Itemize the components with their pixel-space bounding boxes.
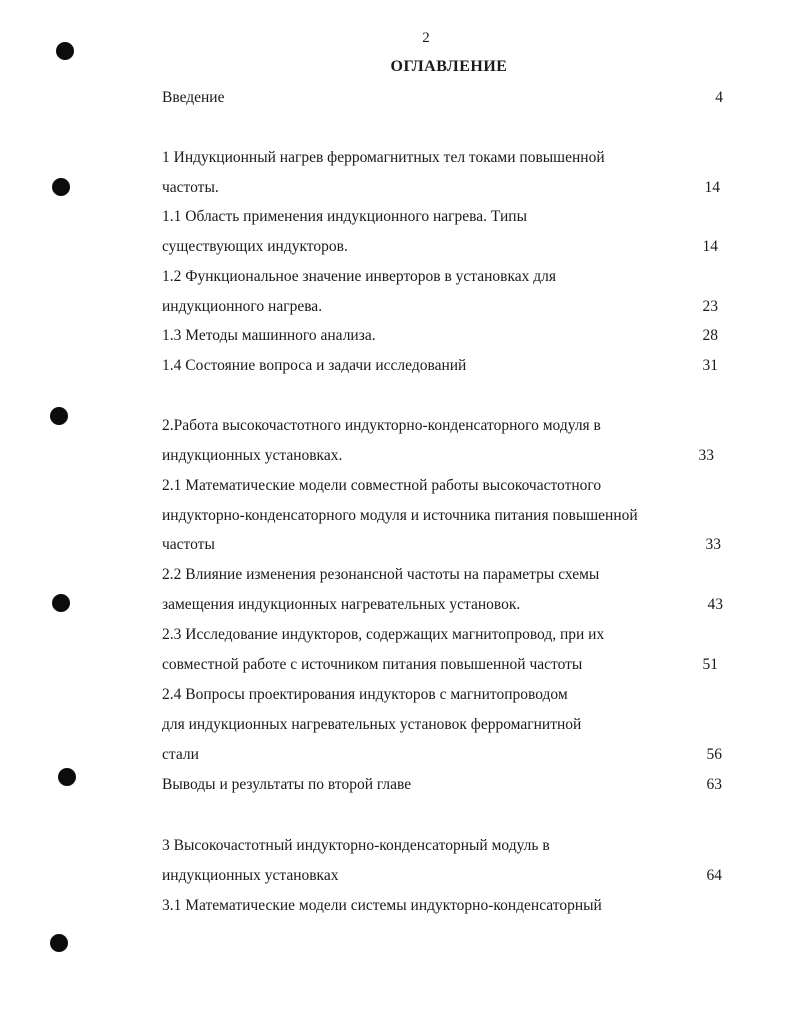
toc-entry-1-4: 1.4 Состояние вопроса и задачи исследований — [162, 357, 467, 374]
toc-page-1-2: 23 — [702, 298, 718, 315]
page-number: 2 — [422, 30, 430, 46]
toc-page-1-4: 31 — [702, 357, 718, 374]
punch-hole-mark — [52, 594, 70, 612]
punch-hole-mark — [52, 178, 70, 196]
toc-entry-2-4: 2.4 Вопросы проектирования индукторов с магнитопроводом — [162, 686, 568, 703]
toc-page-2-4: 56 — [706, 746, 722, 763]
toc-page-2-1: 33 — [705, 536, 721, 553]
toc-entry-1-2: 1.2 Функциональное значение инверторов в установках для — [162, 268, 557, 285]
punch-hole-mark — [50, 407, 68, 425]
toc-entry-ch1: 1 Индукционный нагрев ферромагнитных тел токами повышенной — [162, 149, 605, 166]
toc-entry-ch1: частоты. — [162, 179, 219, 196]
toc-page-ch3: 64 — [706, 867, 722, 884]
toc-page-ch1: 14 — [704, 179, 720, 196]
toc-page-2-3: 51 — [702, 656, 718, 673]
toc-page-1-3: 28 — [702, 327, 718, 344]
toc-entry-1-3: 1.3 Методы машинного анализа. — [162, 327, 376, 344]
toc-entry-2-2: замещения индукционных нагревательных установок. — [162, 596, 521, 613]
toc-entry-3-1: 3.1 Математические модели системы индукторно-конденсаторный — [162, 897, 602, 914]
toc-entry-ch2: индукционных установках. — [162, 447, 343, 464]
punch-hole-mark — [50, 934, 68, 952]
toc-entry-2-4: для индукционных нагревательных установок ферромагнитной — [162, 716, 582, 733]
toc-entry-ch3: индукционных установках — [162, 867, 339, 884]
toc-entry-intro: Введение — [162, 89, 225, 106]
punch-hole-mark — [58, 768, 76, 786]
toc-entry-ch2: 2.Работа высокочастотного индукторно-конденсаторного модуля в — [162, 417, 601, 434]
toc-page-intro: 4 — [715, 89, 723, 106]
toc-entry-2-4: стали — [162, 746, 199, 763]
toc-entry-2-3: 2.3 Исследование индукторов, содержащих магнитопровод, при их — [162, 626, 605, 643]
toc-entry-2-1: 2.1 Математические модели совместной работы высокочастотного — [162, 477, 602, 494]
toc-page-ch2: 33 — [698, 447, 714, 464]
toc-page-1-1: 14 — [702, 238, 718, 255]
toc-entry-1-1: 1.1 Область применения индукционного нагрева. Типы — [162, 208, 527, 225]
page-title: ОГЛАВЛЕНИЕ — [390, 58, 508, 75]
toc-entry-1-2: индукционного нагрева. — [162, 298, 323, 315]
toc-entry-1-1: существующих индукторов. — [162, 238, 348, 255]
toc-entry-ch3: 3 Высокочастотный индукторно-конденсаторный модуль в — [162, 837, 550, 854]
toc-entry-2-1: частоты — [162, 536, 215, 553]
toc-entry-2-3: совместной работе с источником питания повышенной частоты — [162, 656, 583, 673]
toc-page-conclusions-2: 63 — [706, 776, 722, 793]
toc-page-2-2: 43 — [707, 596, 723, 613]
toc-entry-2-2: 2.2 Влияние изменения резонансной частоты на параметры схемы — [162, 566, 600, 583]
toc-entry-conclusions-2: Выводы и результаты по второй главе — [162, 776, 412, 793]
toc-entry-2-1: индукторно-конденсаторного модуля и источника питания повышенной — [162, 507, 638, 524]
